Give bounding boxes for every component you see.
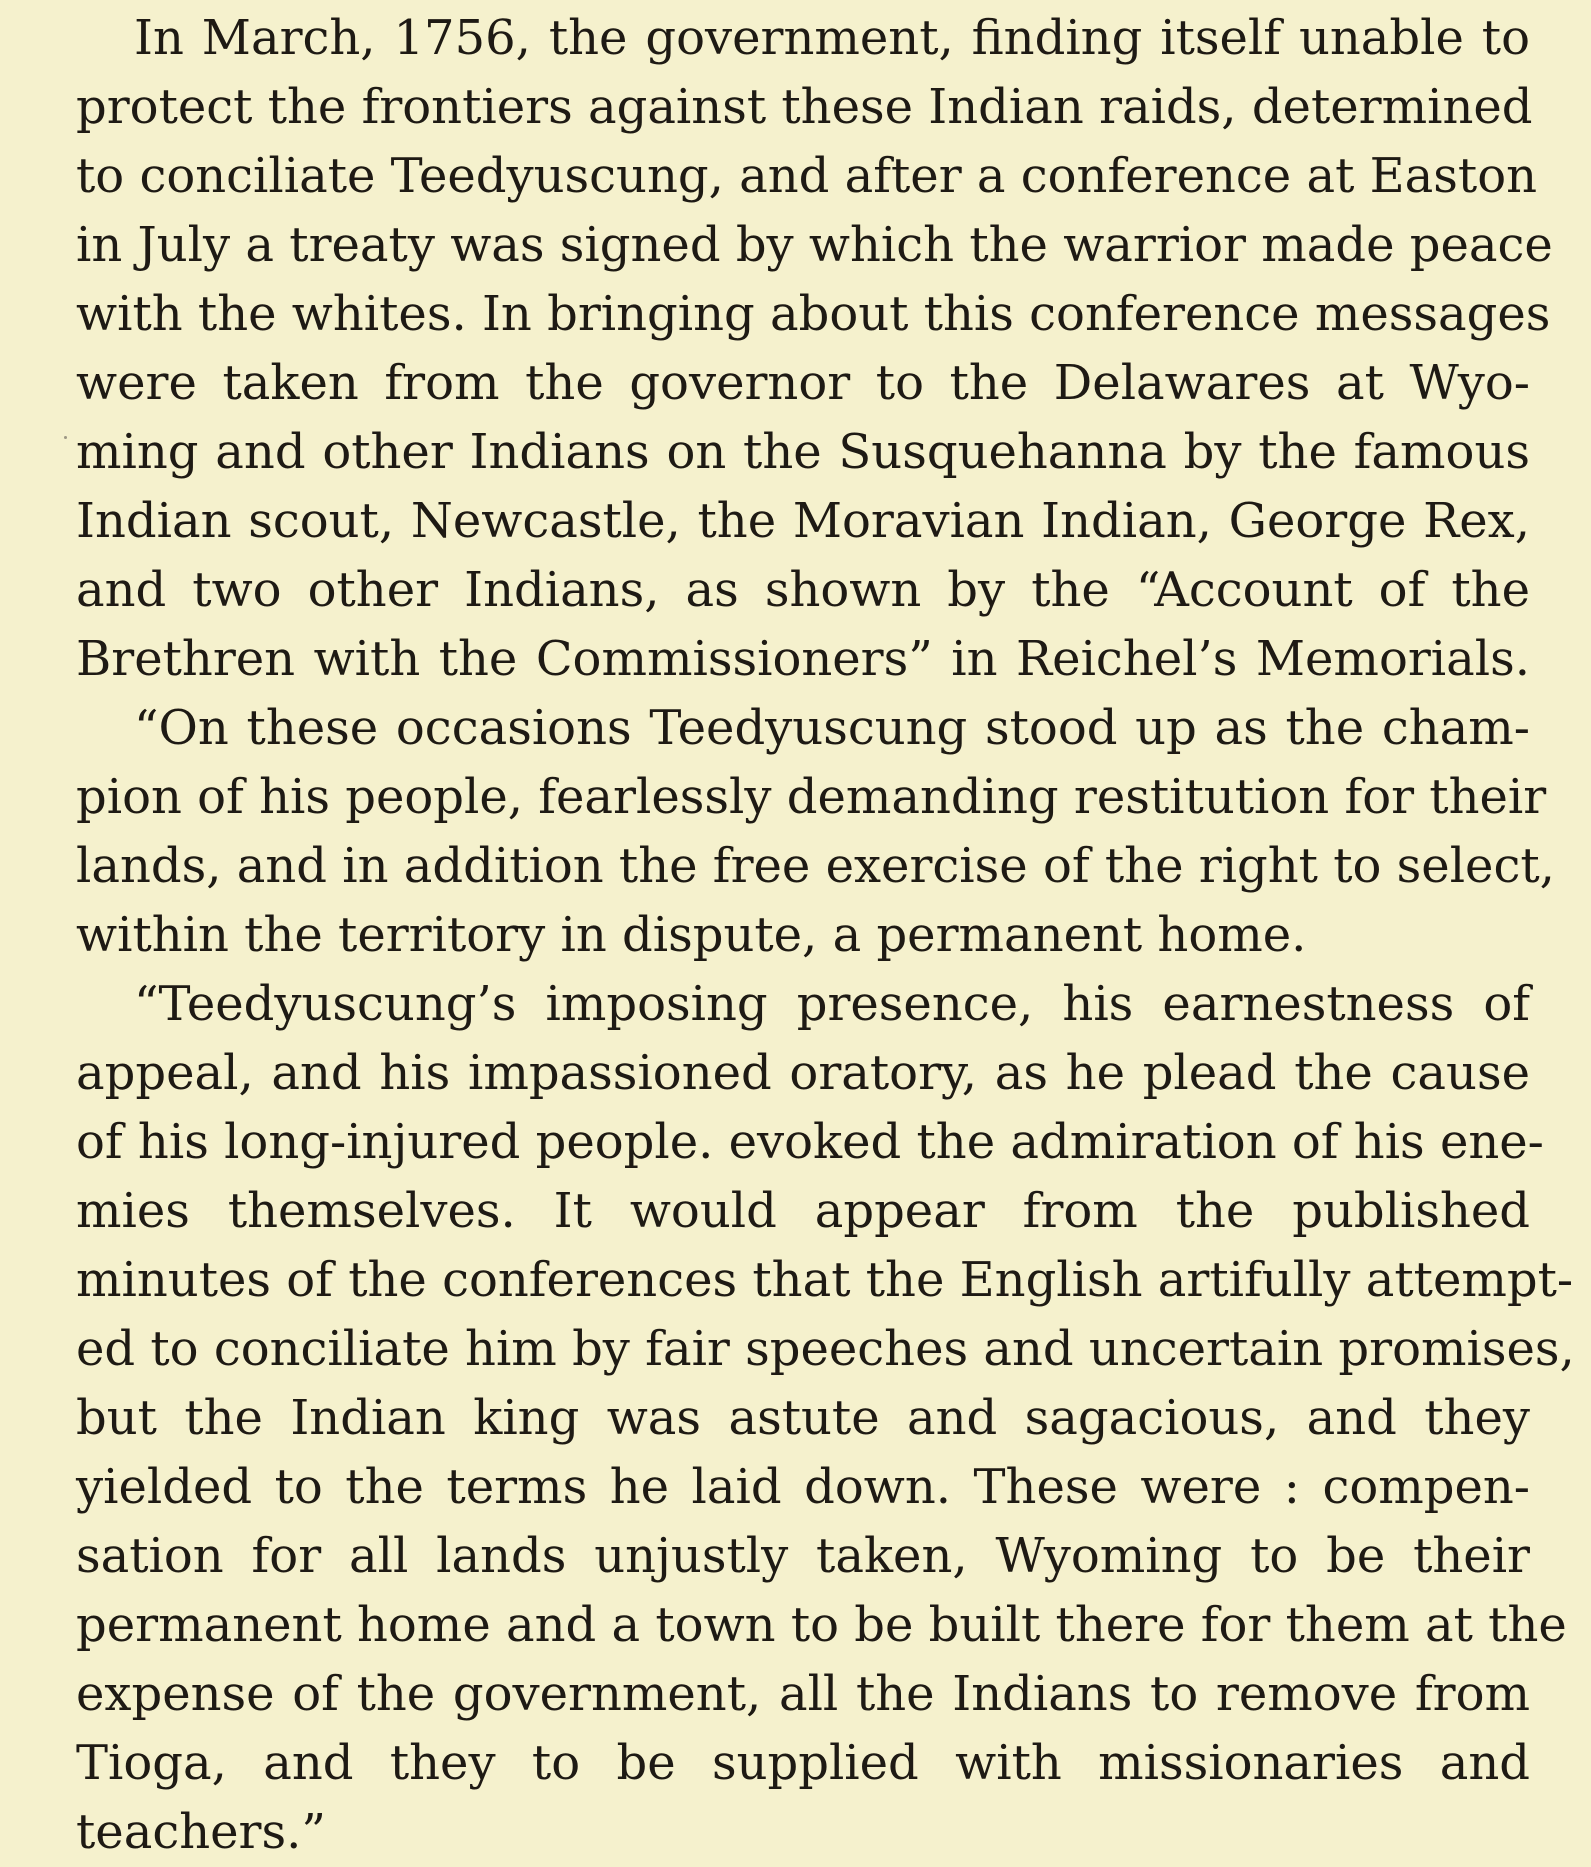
- text-line: Brethren with the Commissioners” in Reichel’s Memorials.: [76, 631, 1530, 687]
- text-line: were taken from the governor to the Delawares at Wyo-: [76, 355, 1530, 411]
- text-line: mies themselves. It would appear from the published: [76, 1183, 1530, 1239]
- paragraph-1: [76, 4, 1553, 694]
- text-line: pion of his people, fearlessly demanding restitution for their: [76, 769, 1547, 825]
- paper-speck: [64, 436, 67, 439]
- text-line: but the Indian king was astute and sagacious, and they: [76, 1390, 1530, 1446]
- text-line: sation for all lands unjustly taken, Wyoming to be their: [76, 1528, 1530, 1584]
- text-line: with the whites. In bringing about this conference messages: [76, 286, 1551, 342]
- paragraph-2: [76, 694, 1555, 970]
- text-line: protect the frontiers against these Indian raids, determined: [76, 79, 1533, 135]
- text-line: lands, and in addition the free exercise of the right to select,: [76, 838, 1555, 894]
- text-line: within the territory in dispute, a permanent home.: [76, 907, 1307, 963]
- text-line: teachers.”: [76, 1804, 326, 1860]
- page-text: [76, 4, 1575, 1867]
- text-line: Indian scout, Newcastle, the Moravian Indian, George Rex,: [76, 493, 1530, 549]
- text-line: to conciliate Teedyuscung, and after a conference at Easton: [76, 148, 1537, 204]
- text-line: appeal, and his impassioned oratory, as he plead the cause: [76, 1045, 1530, 1101]
- text-line: permanent home and a town to be built there for them at the: [76, 1597, 1567, 1653]
- text-line: of his long-injured people. evoked the admiration of his ene-: [76, 1114, 1544, 1170]
- text-line: in July a treaty was signed by which the warrior made peace: [76, 217, 1553, 273]
- text-line: ming and other Indians on the Susquehanna by the famous: [76, 424, 1530, 480]
- text-line: yielded to the terms he laid down. These were : compen-: [76, 1459, 1530, 1515]
- text-line: “On these occasions Teedyuscung stood up as the cham-: [134, 700, 1530, 756]
- text-line: expense of the government, all the Indians to remove from: [76, 1666, 1530, 1722]
- text-line: and two other Indians, as shown by the “Account of the: [76, 562, 1530, 618]
- paragraph-3: [76, 970, 1575, 1867]
- text-line: minutes of the conferences that the English artifully attempt-: [76, 1252, 1574, 1308]
- text-line: “Teedyuscung’s imposing presence, his earnestness of: [134, 976, 1530, 1032]
- text-line: Tioga, and they to be supplied with missionaries and: [76, 1735, 1530, 1791]
- text-line: In March, 1756, the government, finding itself unable to: [134, 10, 1530, 66]
- text-line: ed to conciliate him by fair speeches and uncertain promises,: [76, 1321, 1575, 1377]
